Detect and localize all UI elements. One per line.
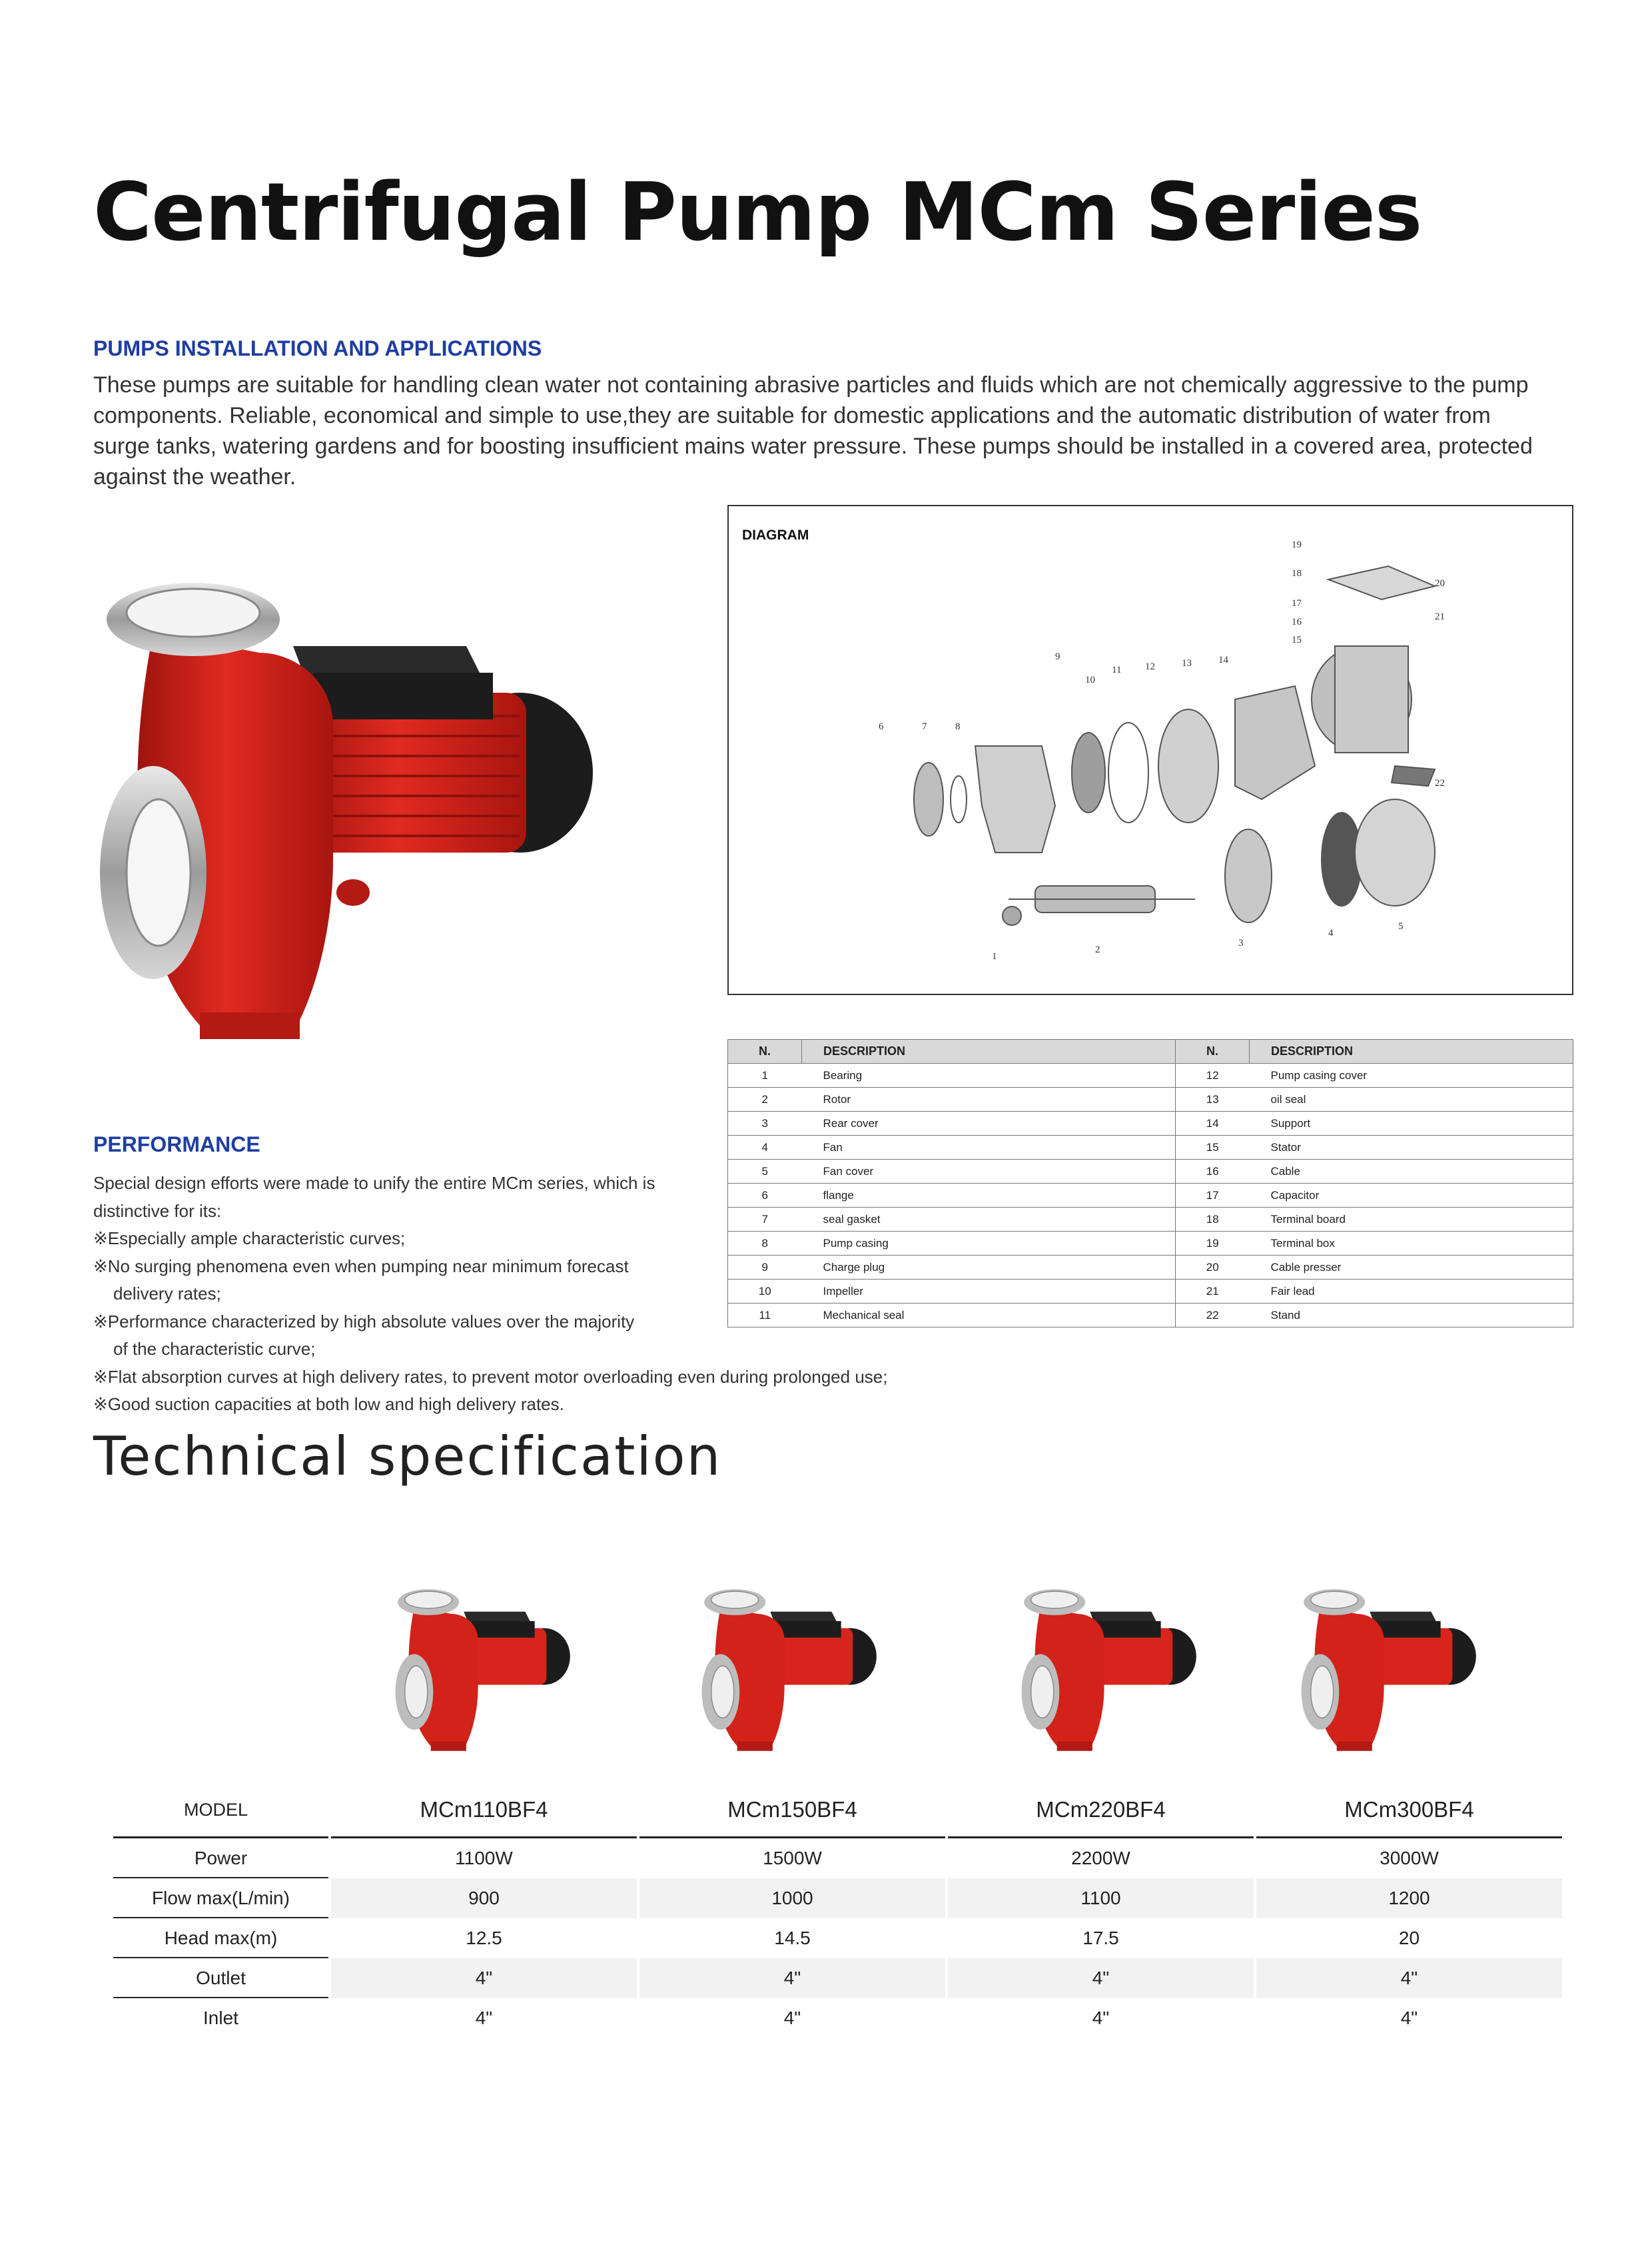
part-description: Rear cover <box>802 1112 1176 1136</box>
part-description: Stand <box>1250 1304 1573 1327</box>
spec-row <box>113 1958 1562 1998</box>
part-number: 9 <box>728 1256 802 1280</box>
model-label: MODEL <box>113 1785 328 1838</box>
part-description: Pump casing <box>802 1232 1176 1256</box>
spec-value: 4" <box>1092 2008 1110 2028</box>
tech-spec-title: Technical specification <box>93 1425 722 1487</box>
spec-value: 2200W <box>1071 1848 1130 1868</box>
pump-thumbnail-mcm300bf4 <box>1299 1582 1485 1762</box>
performance-line: delivery rates; <box>113 1284 221 1304</box>
callout-4: 4 <box>1328 928 1334 938</box>
spec-value: 900 <box>331 1878 637 1918</box>
callout-9: 9 <box>1055 651 1060 662</box>
part-number: 3 <box>728 1112 802 1136</box>
part-number: 20 <box>1176 1256 1250 1280</box>
callout-13: 13 <box>1182 658 1192 669</box>
part-description: Charge plug <box>802 1256 1176 1280</box>
pump-product-image <box>93 573 620 1059</box>
model-name: MCm150BF4 <box>639 1785 945 1838</box>
model-name: MCm300BF4 <box>1256 1785 1562 1838</box>
pump-thumbnail-mcm220bf4 <box>1019 1582 1206 1762</box>
col-number: N. <box>728 1040 802 1064</box>
callout-22: 22 <box>1435 778 1445 789</box>
callout-1: 1 <box>992 951 997 962</box>
part-description: seal gasket <box>802 1208 1176 1232</box>
callout-8: 8 <box>955 721 961 732</box>
installation-text: These pumps are suitable for handling clean water not containing abrasive particles and fluids which are not chemically aggressive to the pump components. Reliable, economical and simple to use,they are suitable for domestic applications and the automatic distribution of water from surge tanks, watering gardens and for boosting insufficient mains water pressure. These pumps should be installed in a covered area, protected against the weather. <box>93 372 1533 490</box>
performance-line: ※No surging phenomena even when pumping near minimum forecast <box>93 1256 629 1276</box>
callout-16: 16 <box>1292 617 1302 627</box>
exploded-diagram <box>727 505 1573 995</box>
part-number: 13 <box>1176 1088 1250 1112</box>
exploded-parts-drawing <box>729 506 1572 994</box>
performance-line: Special design efforts were made to unify the entire MCm series, which is <box>93 1173 655 1193</box>
parts-table-header <box>728 1040 1573 1064</box>
part-number: 4 <box>728 1136 802 1160</box>
callout-20: 20 <box>1435 578 1445 589</box>
part-number: 11 <box>728 1304 802 1327</box>
part-number: 8 <box>728 1232 802 1256</box>
spec-label: Head max(m) <box>113 1918 328 1958</box>
part-number: 21 <box>1176 1280 1250 1304</box>
callout-19: 19 <box>1292 540 1302 550</box>
parts-table-row <box>728 1064 1573 1088</box>
callout-2: 2 <box>1095 944 1100 955</box>
part-number: 1 <box>728 1064 802 1088</box>
part-description: Support <box>1250 1112 1573 1136</box>
part-number: 5 <box>728 1160 802 1184</box>
pump-thumbnail-mcm110bf4 <box>393 1582 580 1762</box>
spec-value: 1000 <box>639 1878 945 1918</box>
performance-line: of the characteristic curve; <box>113 1339 316 1359</box>
part-number: 18 <box>1176 1208 1250 1232</box>
col-number: N. <box>1176 1040 1250 1064</box>
spec-value: 3000W <box>1380 1848 1439 1868</box>
performance-heading: PERFORMANCE <box>93 1132 260 1156</box>
parts-table-row <box>728 1088 1573 1112</box>
part-description: Rotor <box>802 1088 1176 1112</box>
parts-table-row <box>728 1136 1573 1160</box>
callout-7: 7 <box>922 721 927 732</box>
part-description: Pump casing cover <box>1250 1064 1573 1088</box>
callout-12: 12 <box>1145 661 1155 672</box>
callout-3: 3 <box>1238 938 1244 948</box>
part-description: Fan <box>802 1136 1176 1160</box>
part-description: Fair lead <box>1250 1280 1573 1304</box>
installation-heading: PUMPS INSTALLATION AND APPLICATIONS <box>93 336 542 360</box>
performance-list <box>93 1170 993 1419</box>
part-description: Cable <box>1250 1160 1573 1184</box>
spec-table <box>113 1785 1562 2038</box>
spec-value: 4" <box>783 2008 801 2028</box>
part-number: 15 <box>1176 1136 1250 1160</box>
spec-row <box>113 1838 1562 1878</box>
performance-line: distinctive for its: <box>93 1200 222 1221</box>
part-number: 17 <box>1176 1184 1250 1208</box>
performance-line: ※Good suction capacities at both low and high delivery rates. <box>93 1394 564 1414</box>
part-number: 22 <box>1176 1304 1250 1327</box>
part-description: Capacitor <box>1250 1184 1573 1208</box>
spec-value: 1500W <box>763 1848 822 1868</box>
pump-thumbnail-mcm150bf4 <box>699 1582 886 1762</box>
part-description: Mechanical seal <box>802 1304 1176 1327</box>
spec-value: 1100W <box>455 1848 513 1868</box>
callout-5: 5 <box>1398 921 1404 932</box>
performance-line: ※Especially ample characteristic curves; <box>93 1228 406 1248</box>
callout-21: 21 <box>1435 611 1445 622</box>
page-title: Centrifugal Pump MCm Series <box>93 167 1422 259</box>
part-description: Fan cover <box>802 1160 1176 1184</box>
part-description: flange <box>802 1184 1176 1208</box>
col-description: DESCRIPTION <box>802 1040 1176 1064</box>
part-description: Cable presser <box>1250 1256 1573 1280</box>
model-name: MCm110BF4 <box>331 1785 637 1838</box>
callout-17: 17 <box>1292 598 1302 609</box>
performance-line: ※Flat absorption curves at high delivery rates, to prevent motor overloading even during prolonged use; <box>93 1366 888 1387</box>
spec-value: 1200 <box>1256 1878 1562 1918</box>
part-number: 12 <box>1176 1064 1250 1088</box>
part-number: 2 <box>728 1088 802 1112</box>
part-description: Stator <box>1250 1136 1573 1160</box>
spec-label: Outlet <box>113 1958 328 1998</box>
spec-value: 12.5 <box>466 1928 502 1948</box>
callout-15: 15 <box>1292 635 1302 645</box>
part-description: Impeller <box>802 1280 1176 1304</box>
spec-value: 4" <box>639 1958 945 1998</box>
spec-label: Power <box>113 1838 328 1878</box>
spec-value: 20 <box>1398 1928 1420 1948</box>
callout-11: 11 <box>1112 665 1122 675</box>
part-number: 10 <box>728 1280 802 1304</box>
spec-value: 4" <box>1400 2008 1418 2028</box>
spec-value: 4" <box>948 1958 1254 1998</box>
callout-10: 10 <box>1085 675 1095 685</box>
spec-value: 4" <box>1256 1958 1562 1998</box>
spec-row <box>113 1878 1562 1918</box>
spec-value: 14.5 <box>774 1928 811 1948</box>
part-description: Bearing <box>802 1064 1176 1088</box>
part-number: 19 <box>1176 1232 1250 1256</box>
part-description: Terminal box <box>1250 1232 1573 1256</box>
spec-label: Inlet <box>203 2008 238 2028</box>
part-description: Terminal board <box>1250 1208 1573 1232</box>
spec-label: Flow max(L/min) <box>113 1878 328 1918</box>
col-description: DESCRIPTION <box>1250 1040 1573 1064</box>
model-name: MCm220BF4 <box>948 1785 1254 1838</box>
spec-row <box>113 1998 1562 2038</box>
spec-value: 4" <box>331 1958 637 1998</box>
spec-value: 17.5 <box>1082 1928 1119 1948</box>
spec-value: 4" <box>475 2008 493 2028</box>
part-number: 16 <box>1176 1160 1250 1184</box>
diagram-label: DIAGRAM <box>742 528 809 543</box>
part-description: oil seal <box>1250 1088 1573 1112</box>
spec-row <box>113 1918 1562 1958</box>
callout-6: 6 <box>879 721 884 732</box>
performance-line: ※Performance characterized by high absolute values over the majority <box>93 1311 635 1331</box>
callout-18: 18 <box>1292 568 1302 579</box>
spec-value: 1100 <box>948 1878 1254 1918</box>
spec-header-row <box>113 1785 1562 1838</box>
part-number: 6 <box>728 1184 802 1208</box>
callout-14: 14 <box>1218 655 1228 665</box>
part-number: 14 <box>1176 1112 1250 1136</box>
part-number: 7 <box>728 1208 802 1232</box>
parts-table-row <box>728 1112 1573 1136</box>
